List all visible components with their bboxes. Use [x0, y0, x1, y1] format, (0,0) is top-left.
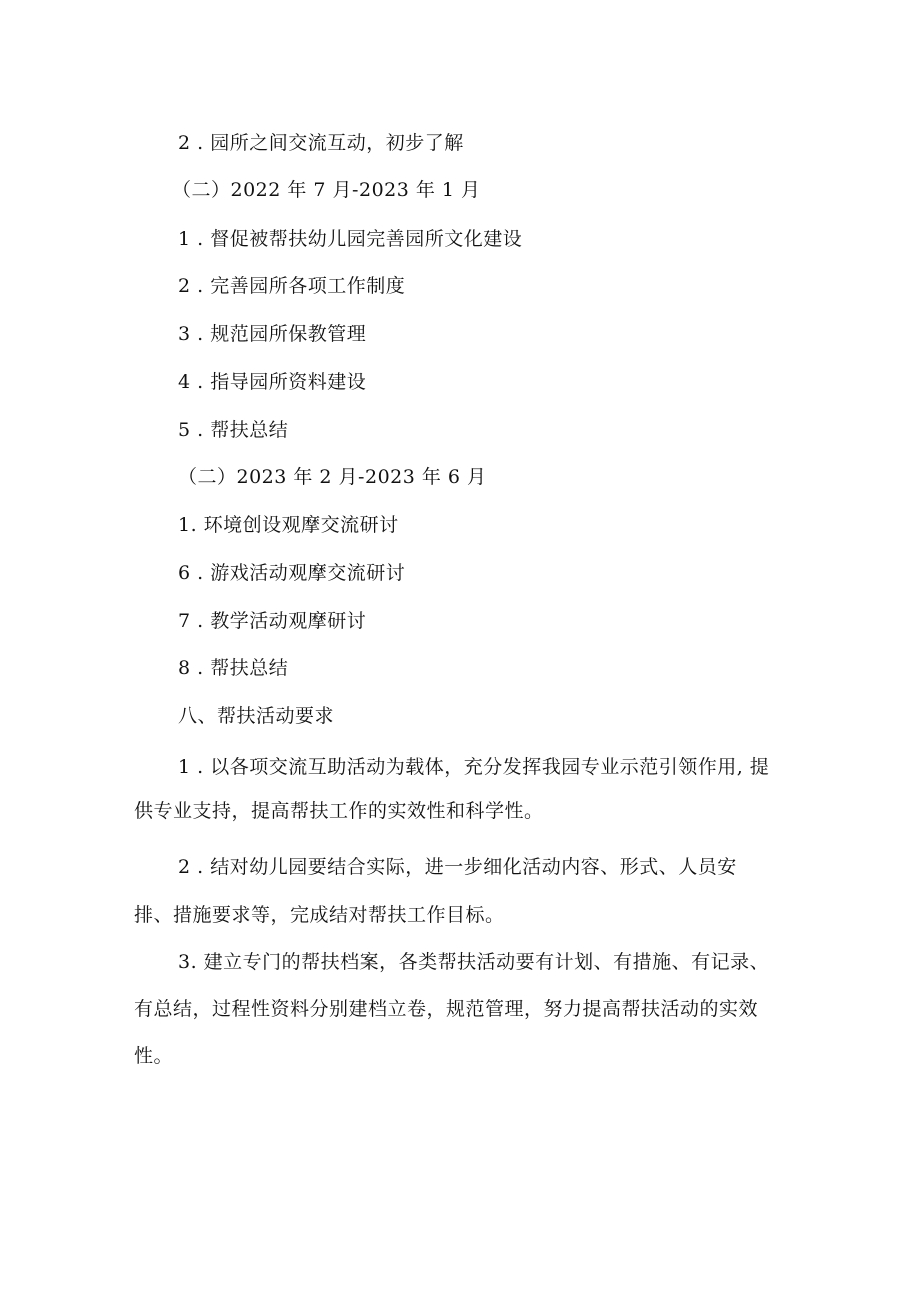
section-heading: （二）2023 年 2 月-2023 年 6 月: [178, 466, 487, 488]
list-item: 3 . 规范园所保教管理: [178, 323, 367, 345]
paragraph-line: 2 . 结对幼儿园要结合实际，进一步细化活动内容、形式、人员安: [178, 856, 737, 878]
list-item: 4 . 指导园所资料建设: [178, 371, 367, 393]
section-heading: （二）2022 年 7 月-2023 年 1 月: [172, 179, 481, 201]
list-item: 2 . 园所之间交流互动，初步了解: [178, 132, 464, 154]
list-item: 5 . 帮扶总结: [178, 419, 289, 441]
list-item: 6 . 游戏活动观摩交流研讨: [178, 562, 406, 584]
paragraph-line: 有总结，过程性资料分别建档立卷，规范管理，努力提高帮扶活动的实效: [134, 998, 759, 1020]
list-item: 7 . 教学活动观摩研讨: [178, 610, 367, 632]
list-item: 1 . 督促被帮扶幼儿园完善园所文化建设: [178, 228, 523, 250]
paragraph-line: 性。: [134, 1045, 174, 1067]
paragraph-line: 供专业支持，提高帮扶工作的实效性和科学性。: [134, 800, 544, 822]
paragraph-line: 排、措施要求等，完成结对帮扶工作目标。: [134, 904, 505, 926]
paragraph-line: 1 . 以各项交流互助活动为载体，充分发挥我园专业示范引领作用, 提: [178, 756, 770, 778]
list-item: 8 . 帮扶总结: [178, 657, 289, 679]
paragraph-line: 3. 建立专门的帮扶档案，各类帮扶活动要有计划、有措施、有记录、: [178, 951, 770, 973]
list-item: 2 . 完善园所各项工作制度: [178, 275, 406, 297]
list-item: 1. 环境创设观摩交流研讨: [178, 514, 399, 536]
section-title: 八、帮扶活动要求: [178, 705, 335, 727]
